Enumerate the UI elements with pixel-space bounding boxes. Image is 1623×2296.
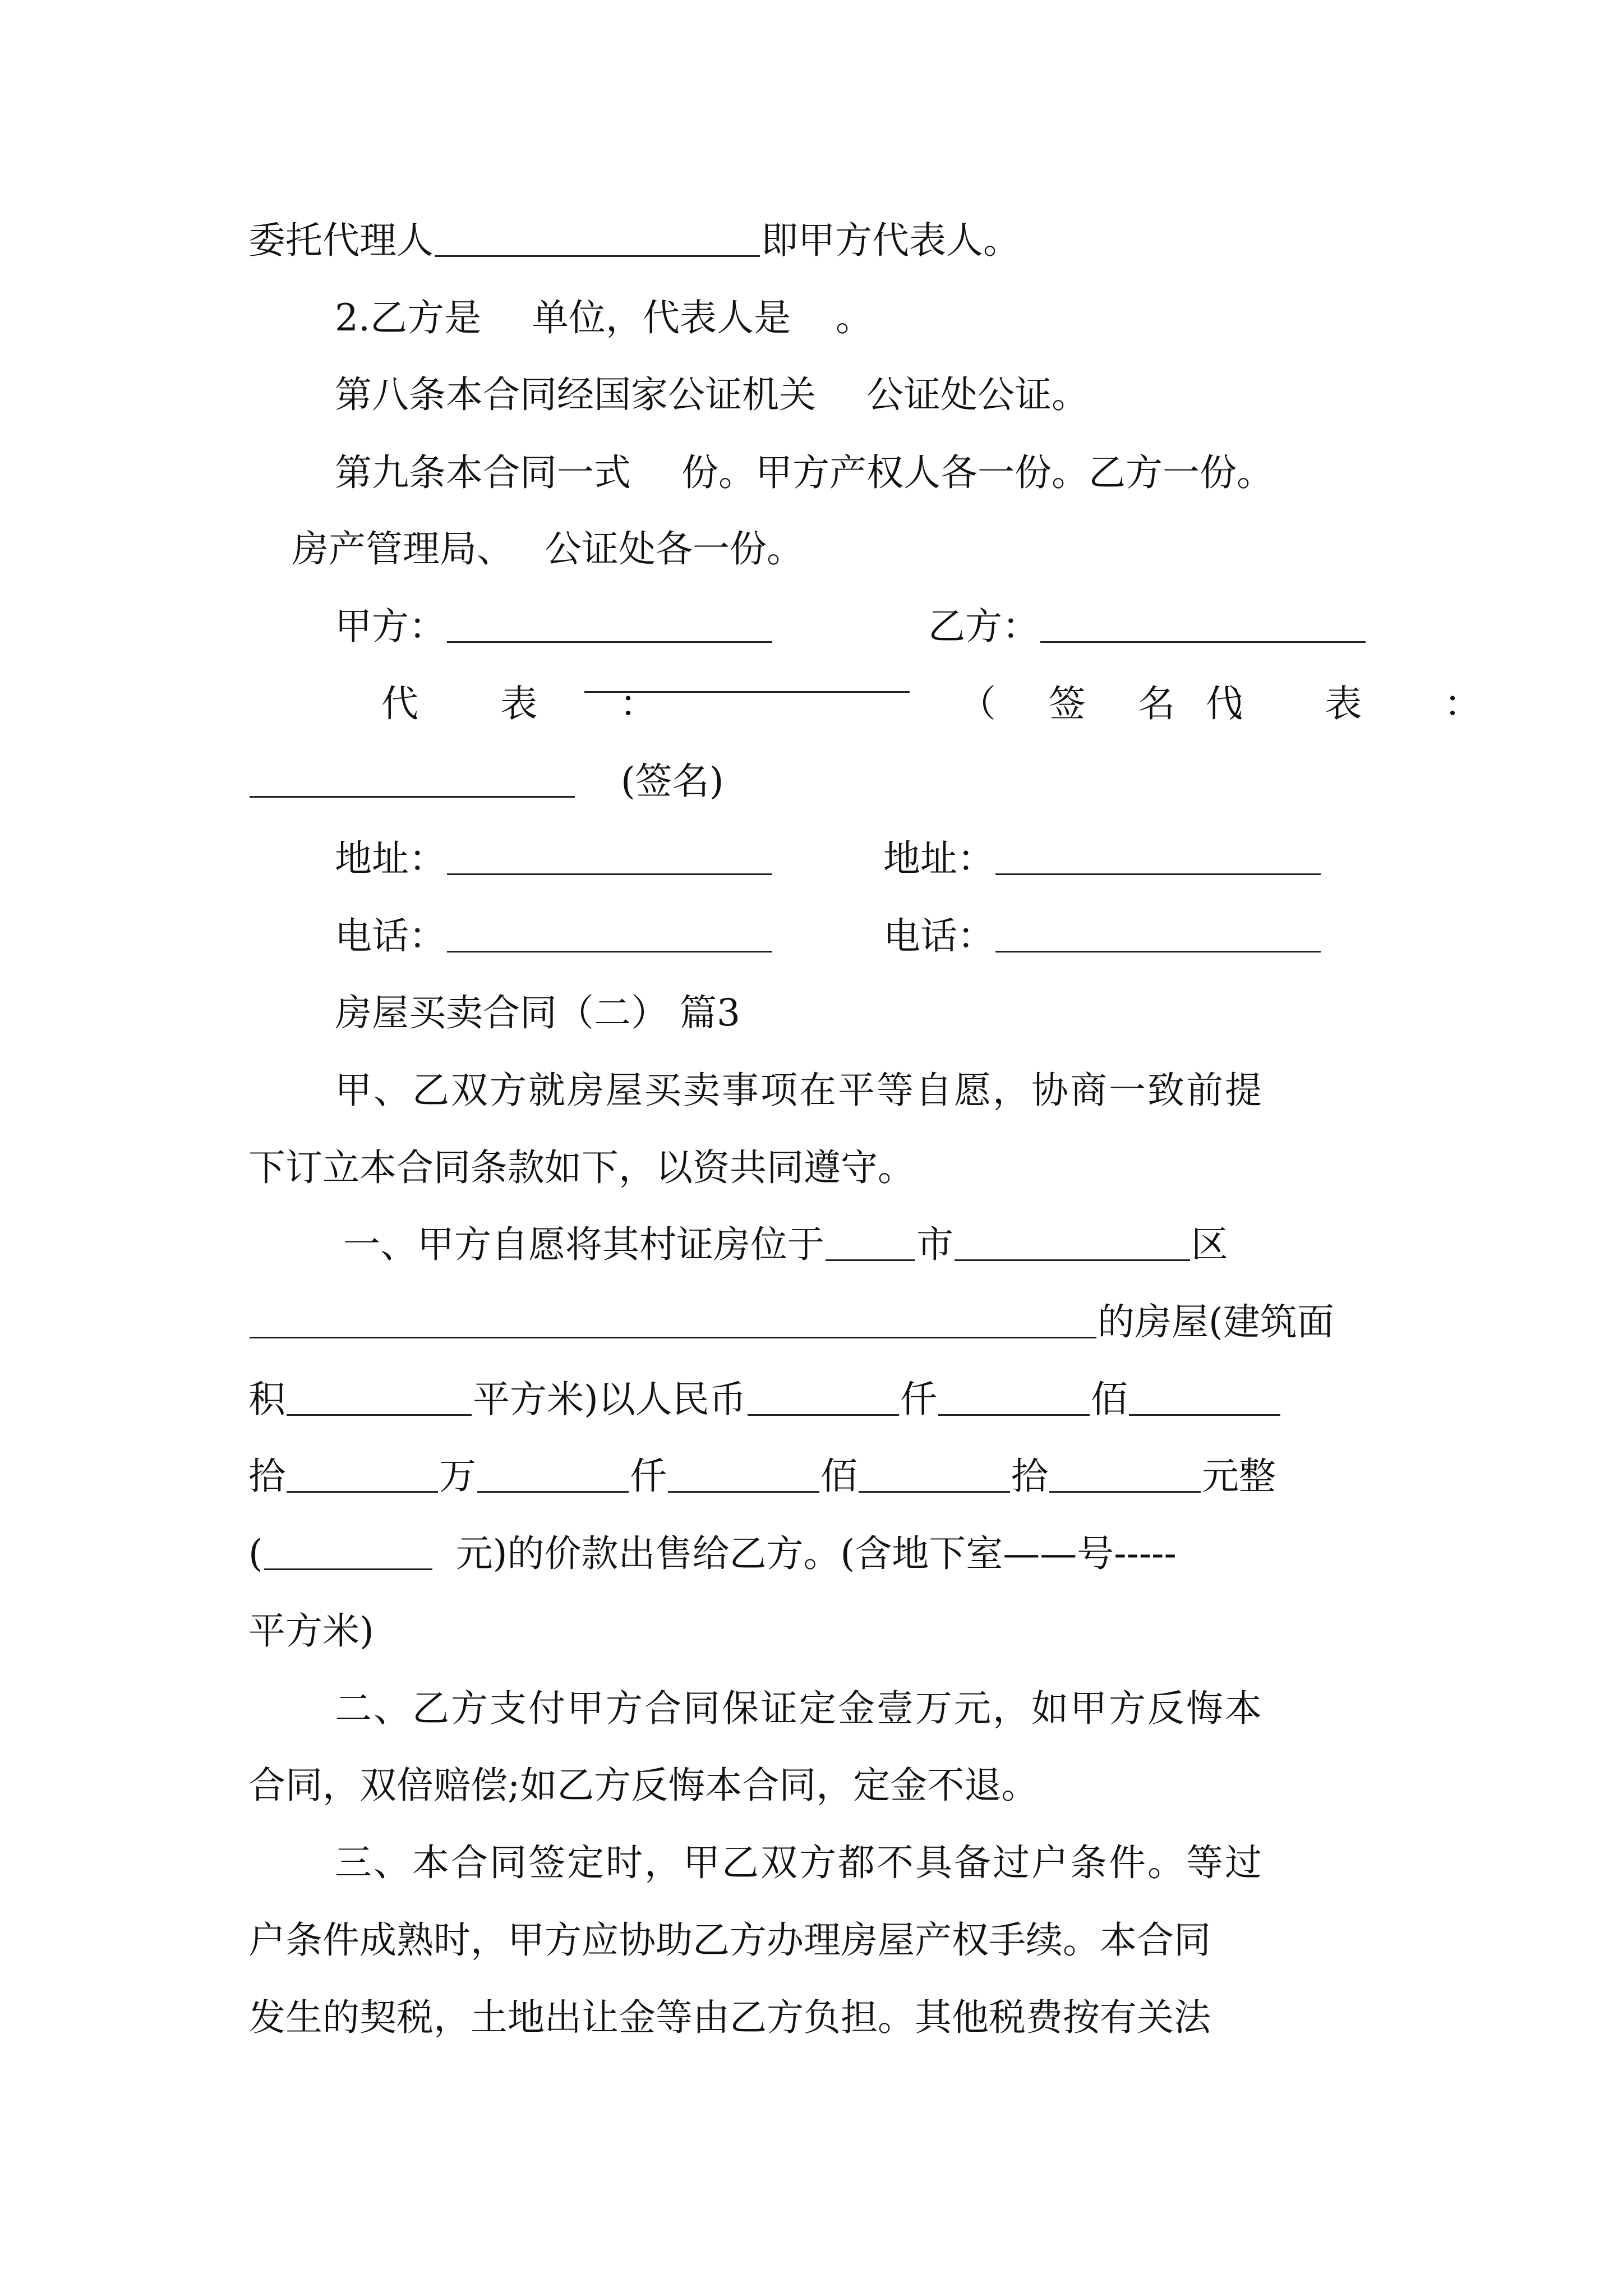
- text: 发生的契税，土地出让金等由乙方负担。其他税费按有关法: [248, 1996, 1211, 2039]
- phone-a: [335, 914, 773, 958]
- blank-line: [264, 1563, 432, 1570]
- clause-one-line: [248, 1609, 374, 1653]
- blank-line: [1129, 1409, 1280, 1416]
- paragraph-line: [335, 1069, 1264, 1112]
- text: 市: [916, 1223, 953, 1266]
- label: 代 表 ：: [1206, 682, 1516, 725]
- text: 二、乙方支付甲方合同保证定金壹万元，如甲方反悔本: [335, 1687, 1264, 1730]
- party-b-line: [335, 296, 873, 339]
- text: 合同，双倍赔偿;如乙方反悔本合同，定金不退。: [248, 1764, 1039, 1807]
- blank-line: [995, 868, 1321, 875]
- text: 委托代理人: [248, 219, 434, 262]
- signature-party-b: [928, 605, 1367, 648]
- article-nine: [335, 451, 1274, 494]
- text: 拾: [248, 1455, 285, 1498]
- text: 。: [835, 296, 873, 339]
- text: 房产管理局、: [292, 527, 514, 570]
- label: 甲方：: [335, 605, 446, 648]
- blank-line: [250, 1331, 1096, 1338]
- text: 的房屋(建筑面: [1098, 1300, 1334, 1343]
- blank-line: [748, 1409, 899, 1416]
- clause-one-line: [248, 1378, 1281, 1421]
- text: 三、本合同签定时，甲乙双方都不具备过户条件。等过: [335, 1841, 1264, 1884]
- representative-b: [1206, 682, 1516, 725]
- text: 公证处各一份。: [545, 527, 804, 570]
- text: 甲、乙双方就房屋买卖事项在平等自愿，协商一致前提: [335, 1069, 1264, 1112]
- blank-line: [938, 1409, 1090, 1416]
- blank-line: [447, 868, 772, 875]
- blank-line: [826, 1254, 915, 1261]
- clause-three-line: [335, 1841, 1264, 1884]
- signature-party-a: [335, 605, 773, 648]
- label: 乙方：: [928, 605, 1039, 648]
- text: 积: [248, 1378, 285, 1421]
- blank-line: [955, 1254, 1190, 1261]
- text: 佰: [820, 1455, 857, 1498]
- text: 仟: [900, 1378, 937, 1421]
- blank-line: [447, 945, 772, 953]
- paragraph-line: [248, 1146, 915, 1189]
- label: （ 签 名 ）: [959, 682, 1285, 725]
- representative-b-cont: [248, 760, 724, 803]
- address-b: [883, 837, 1322, 880]
- text: 元)的价款出售给乙方。(含地下室——号-----: [455, 1532, 1177, 1575]
- text: 第八条本合同经国家公证机关: [335, 373, 816, 416]
- blank-line: [447, 636, 772, 643]
- phone-b: [883, 914, 1322, 958]
- clause-one-line: [248, 1455, 1276, 1498]
- text: (: [248, 1532, 263, 1575]
- text: 单位，代表人是: [531, 296, 791, 339]
- text: 2.乙方是: [335, 296, 481, 339]
- text: 仟: [630, 1455, 667, 1498]
- clause-two-line: [335, 1687, 1264, 1730]
- text: 即甲方代表人。: [761, 219, 1020, 262]
- blank-line: [995, 945, 1321, 953]
- blank-line: [287, 1485, 438, 1493]
- label: 代 表 ：: [381, 682, 692, 725]
- label: (签名): [621, 760, 724, 803]
- label: 电话：: [335, 914, 446, 958]
- text: 平方米): [248, 1609, 374, 1653]
- representative-a-blank: [583, 685, 911, 695]
- blank-line: [477, 1485, 629, 1493]
- text: 份。甲方产权人各一份。乙方一份。: [681, 451, 1274, 494]
- section-heading: [335, 991, 740, 1034]
- clause-three-line: [248, 1918, 1211, 1962]
- text: 第九条本合同一式: [335, 451, 631, 494]
- clause-two-line: [248, 1764, 1039, 1807]
- blank-line: [287, 1409, 472, 1416]
- text: 佰: [1090, 1378, 1128, 1421]
- blank-line: [250, 790, 575, 798]
- text: 元整: [1202, 1455, 1276, 1498]
- text: 下订立本合同条款如下，以资共同遵守。: [248, 1146, 915, 1189]
- text: 平方米)以人民币: [473, 1378, 746, 1421]
- clause-one-line: [343, 1223, 1228, 1266]
- blank-line: [435, 250, 760, 257]
- text: 公证处公证。: [866, 373, 1089, 416]
- blank-line: [584, 685, 910, 693]
- clause-one-line: [248, 1300, 1334, 1343]
- clause-three-line: [248, 1996, 1211, 2039]
- text: 区: [1191, 1223, 1228, 1266]
- text: 户条件成熟时，甲方应协助乙方办理房屋产权手续。本合同: [248, 1918, 1211, 1962]
- blank-line: [668, 1485, 819, 1493]
- blank-line: [1040, 636, 1366, 643]
- blank-line: [1049, 1485, 1201, 1493]
- heading-text: 房屋买卖合同（二） 篇3: [335, 991, 740, 1034]
- label: 电话：: [883, 914, 994, 958]
- text: 一、甲方自愿将其村证房位于: [343, 1223, 824, 1266]
- article-eight: [335, 373, 1089, 416]
- label: 地址：: [335, 837, 446, 880]
- text: 拾: [1011, 1455, 1048, 1498]
- address-a: [335, 837, 773, 880]
- blank-line: [859, 1485, 1010, 1493]
- text: 万: [439, 1455, 476, 1498]
- clause-one-line: [248, 1532, 1177, 1575]
- article-nine-cont: [292, 527, 804, 570]
- label: 地址：: [883, 837, 994, 880]
- agent-line: [248, 219, 1020, 262]
